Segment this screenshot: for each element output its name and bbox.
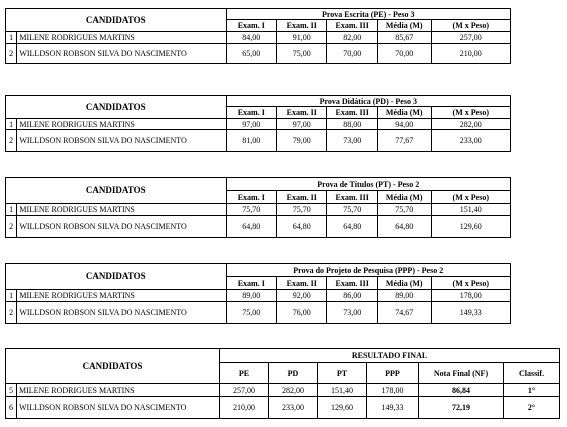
col-header: Exam. III bbox=[327, 277, 377, 290]
col-header: Média (M) bbox=[377, 191, 431, 204]
col-header: (M x Peso) bbox=[431, 277, 510, 290]
exam-table-ppp bbox=[5, 263, 511, 324]
candidate-name: MILENE RODRIGUES MARTINS bbox=[17, 119, 226, 130]
cell: 233,00 bbox=[269, 397, 318, 419]
exam-table-pd bbox=[5, 95, 511, 152]
candidate-name: WILLDSON ROBSON SILVA DO NASCIMENTO bbox=[17, 397, 220, 419]
candidate-name: MILENE RODRIGUES MARTINS bbox=[17, 290, 226, 302]
cell: 97,00 bbox=[277, 119, 327, 130]
col-header: Classif. bbox=[504, 363, 560, 384]
col-header: Exam. II bbox=[277, 20, 327, 32]
table-row bbox=[6, 204, 511, 216]
candidate-name: WILLDSON ROBSON SILVA DO NASCIMENTO bbox=[17, 44, 226, 64]
table-row bbox=[6, 119, 511, 130]
cell: 76,00 bbox=[277, 302, 327, 324]
table-row bbox=[6, 44, 511, 64]
cell: 97,00 bbox=[226, 119, 276, 130]
candidates-header: CANDIDATOS bbox=[6, 9, 227, 32]
col-header: Exam. II bbox=[277, 107, 327, 119]
cell: 73,00 bbox=[327, 302, 377, 324]
cell: 85,67 bbox=[377, 32, 431, 44]
final-title: RESULTADO FINAL bbox=[220, 349, 560, 363]
table-row bbox=[6, 130, 511, 152]
table-row bbox=[6, 290, 511, 302]
final-result-table bbox=[5, 348, 560, 419]
row-number: 5 bbox=[6, 384, 17, 397]
cell: 178,00 bbox=[367, 384, 419, 397]
cell: 75,00 bbox=[226, 302, 276, 324]
cell: 210,00 bbox=[431, 44, 510, 64]
cell: 84,00 bbox=[226, 32, 276, 44]
final-score: 86,84 bbox=[419, 384, 504, 397]
cell: 149,33 bbox=[367, 397, 419, 419]
cell: 75,70 bbox=[226, 204, 276, 216]
col-header: PT bbox=[318, 363, 367, 384]
cell: 257,00 bbox=[431, 32, 510, 44]
table-row bbox=[6, 32, 511, 44]
cell: 282,00 bbox=[269, 384, 318, 397]
col-header: Exam. II bbox=[277, 191, 327, 204]
cell: 81,00 bbox=[226, 130, 276, 152]
final-score: 72,19 bbox=[419, 397, 504, 419]
cell: 82,00 bbox=[327, 32, 377, 44]
cell: 73,00 bbox=[327, 130, 377, 152]
row-number: 6 bbox=[6, 397, 17, 419]
cell: 64,80 bbox=[327, 216, 377, 238]
col-header: PPP bbox=[367, 363, 419, 384]
cell: 75,70 bbox=[377, 204, 431, 216]
row-number: 1 bbox=[6, 204, 17, 216]
exam-table-pt bbox=[5, 177, 511, 238]
row-number: 1 bbox=[6, 32, 17, 44]
cell: 94,00 bbox=[377, 119, 431, 130]
group-title: Prova do Projeto de Pesquisa (PPP) - Peso 2 bbox=[226, 264, 510, 277]
group-title: Prova Didática (PD) - Peso 3 bbox=[226, 96, 510, 107]
cell: 88,00 bbox=[327, 119, 377, 130]
candidates-header: CANDIDATOS bbox=[6, 264, 227, 290]
candidates-header: CANDIDATOS bbox=[6, 96, 227, 119]
cell: 74,67 bbox=[377, 302, 431, 324]
col-header: PE bbox=[220, 363, 269, 384]
col-header: Exam. I bbox=[226, 107, 276, 119]
cell: 257,00 bbox=[220, 384, 269, 397]
cell: 64,80 bbox=[226, 216, 276, 238]
col-header: (M x Peso) bbox=[431, 191, 510, 204]
candidate-name: WILLDSON ROBSON SILVA DO NASCIMENTO bbox=[17, 302, 226, 324]
candidate-name: WILLDSON ROBSON SILVA DO NASCIMENTO bbox=[17, 130, 226, 152]
col-header: Nota Final (NF) bbox=[419, 363, 504, 384]
candidate-name: MILENE RODRIGUES MARTINS bbox=[17, 384, 220, 397]
cell: 64,80 bbox=[377, 216, 431, 238]
classification: 1° bbox=[504, 384, 560, 397]
col-header: PD bbox=[269, 363, 318, 384]
candidate-name: MILENE RODRIGUES MARTINS bbox=[17, 32, 226, 44]
col-header: (M x Peso) bbox=[431, 107, 510, 119]
cell: 77,67 bbox=[377, 130, 431, 152]
col-header: Exam. III bbox=[327, 191, 377, 204]
candidate-name: MILENE RODRIGUES MARTINS bbox=[17, 204, 226, 216]
classification: 2° bbox=[504, 397, 560, 419]
col-header: Exam. I bbox=[226, 277, 276, 290]
row-number: 2 bbox=[6, 44, 17, 64]
cell: 70,00 bbox=[377, 44, 431, 64]
cell: 151,40 bbox=[431, 204, 510, 216]
cell: 70,00 bbox=[327, 44, 377, 64]
exam-table-pe bbox=[5, 8, 511, 64]
col-header: Média (M) bbox=[377, 277, 431, 290]
candidate-name: WILLDSON ROBSON SILVA DO NASCIMENTO bbox=[17, 216, 226, 238]
col-header: Exam. III bbox=[327, 107, 377, 119]
col-header: (M x Peso) bbox=[431, 20, 510, 32]
cell: 91,00 bbox=[277, 32, 327, 44]
col-header: Média (M) bbox=[377, 107, 431, 119]
cell: 89,00 bbox=[226, 290, 276, 302]
cell: 75,00 bbox=[277, 44, 327, 64]
cell: 233,00 bbox=[431, 130, 510, 152]
col-header: Exam. II bbox=[277, 277, 327, 290]
cell: 178,00 bbox=[431, 290, 510, 302]
table-row bbox=[6, 384, 560, 397]
row-number: 2 bbox=[6, 302, 17, 324]
table-row bbox=[6, 302, 511, 324]
col-header: Exam. I bbox=[226, 191, 276, 204]
row-number: 2 bbox=[6, 216, 17, 238]
cell: 75,70 bbox=[327, 204, 377, 216]
col-header: Exam. I bbox=[226, 20, 276, 32]
cell: 89,00 bbox=[377, 290, 431, 302]
table-row bbox=[6, 216, 511, 238]
table-row bbox=[6, 397, 560, 419]
candidates-header: CANDIDATOS bbox=[6, 178, 227, 204]
cell: 75,70 bbox=[277, 204, 327, 216]
cell: 149,33 bbox=[431, 302, 510, 324]
cell: 210,00 bbox=[220, 397, 269, 419]
cell: 86,00 bbox=[327, 290, 377, 302]
row-number: 1 bbox=[6, 290, 17, 302]
candidates-header: CANDIDATOS bbox=[6, 349, 220, 384]
row-number: 2 bbox=[6, 130, 17, 152]
cell: 92,00 bbox=[277, 290, 327, 302]
group-title: Prova Escrita (PE) - Peso 3 bbox=[226, 9, 510, 20]
col-header: Exam. III bbox=[327, 20, 377, 32]
group-title: Prova de Títulos (PT) - Peso 2 bbox=[226, 178, 510, 191]
row-number: 1 bbox=[6, 119, 17, 130]
cell: 64,80 bbox=[277, 216, 327, 238]
cell: 151,40 bbox=[318, 384, 367, 397]
cell: 129,60 bbox=[431, 216, 510, 238]
cell: 282,00 bbox=[431, 119, 510, 130]
col-header: Média (M) bbox=[377, 20, 431, 32]
cell: 65,00 bbox=[226, 44, 276, 64]
cell: 129,60 bbox=[318, 397, 367, 419]
cell: 79,00 bbox=[277, 130, 327, 152]
